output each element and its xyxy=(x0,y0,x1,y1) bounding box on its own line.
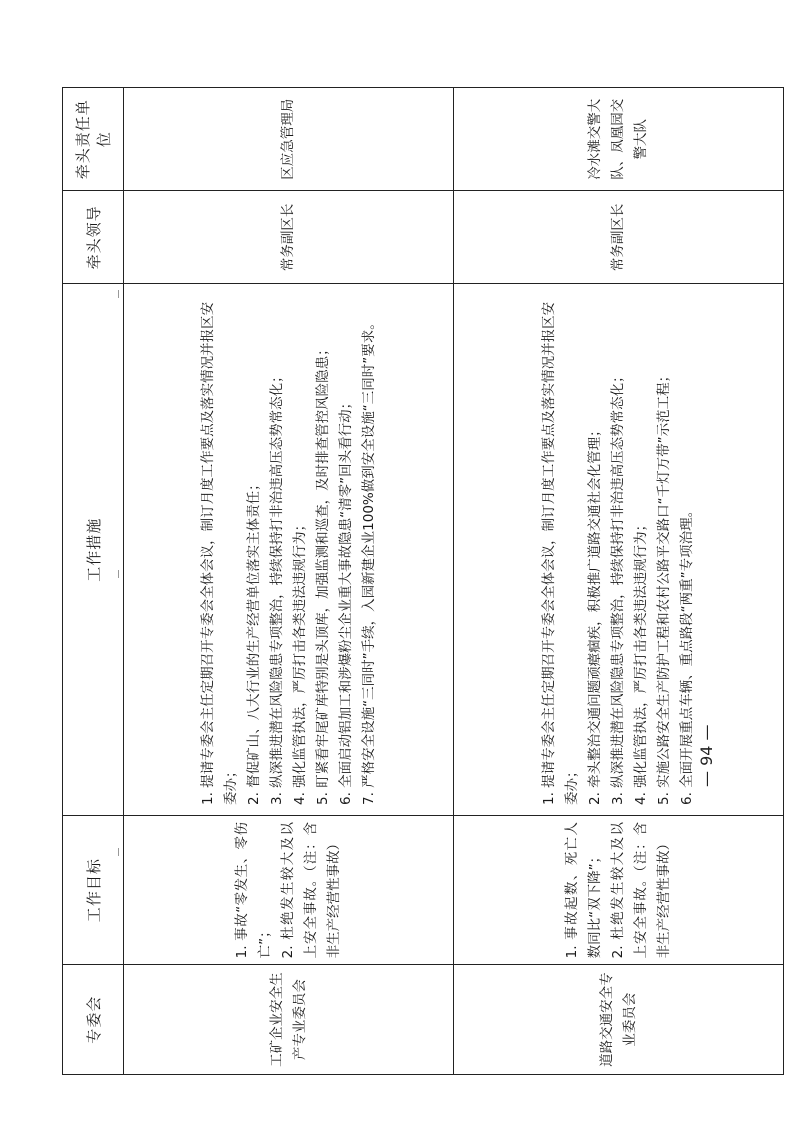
goal-cell xyxy=(454,816,784,965)
leader-cell: 常务副区长 xyxy=(124,191,454,284)
measure-item: 3. 纵深推进潜在风险隐患专项整治，持续保持打非治违高压态势常态化； xyxy=(268,369,285,805)
work-plan-table xyxy=(62,87,784,1075)
measures-cell xyxy=(124,284,454,816)
table-row xyxy=(124,88,454,1075)
page-number: — 94 — xyxy=(697,724,716,787)
measure-item: 5. 实施公路安全生产防护工程和农村公路平交路口“千灯万带”示范工程； xyxy=(656,368,672,805)
header-unit: 牵头责任单位 xyxy=(63,88,124,191)
measures-list xyxy=(197,294,381,805)
goal-text: 1. 事故起数、死亡人数同比“双下降”； 2. 杜绝发生较大及以上安全事故。（注：含非生产经营性事故） xyxy=(564,822,672,959)
measure-item: 1. 提请专委会主任定期召开专委会全体会议，制订月度工作要点及落实情况并报区安委办； xyxy=(541,301,580,805)
measure-item: 2. 督促矿山、八大行业的生产经营单位落实主体责任； xyxy=(245,477,262,805)
header-measures: 工作措施 xyxy=(63,284,124,816)
table-header-row xyxy=(63,88,124,1075)
scan-mark xyxy=(118,848,119,856)
goal-cell xyxy=(124,816,454,965)
measure-item: 5. 盯紧看牢尾矿库特别是头顶库，加强监测和巡查，及时排查管控风险隐患； xyxy=(314,342,331,805)
unit-cell: 冷水滩交警大队、凤凰园交警大队 xyxy=(454,88,784,191)
table-row xyxy=(454,88,784,1075)
header-goal: 工作目标 xyxy=(63,816,124,965)
measure-item: 4. 强化监管执法，严厉打击各类违法违规行为； xyxy=(291,517,308,805)
scan-mark xyxy=(118,570,119,578)
measure-item: 7. 严格安全设施“三同时”手续，入园新建企业100%做到安全设施“三同时”要求。 xyxy=(360,316,377,805)
rotated-table-container xyxy=(62,87,782,1075)
measures-list xyxy=(538,294,699,805)
unit-cell: 区应急管理局 xyxy=(124,88,454,191)
header-leader: 牵头领导 xyxy=(63,191,124,284)
measure-item: 3. 纵深推进潜在风险隐患专项整治，持续保持打非治违高压态势常态化； xyxy=(610,369,626,805)
goal-text: 1. 事故“零发生、零伤亡”； 2. 杜绝发生较大及以上安全事故。（注：含非生产经营性事故） xyxy=(234,822,342,959)
leader-cell: 常务副区长 xyxy=(454,191,784,284)
committee-cell: 道路交通安全专业委员会 xyxy=(454,965,784,1075)
measures-cell xyxy=(454,284,784,816)
measure-item: 6. 全面启动铝加工和涉爆粉尘企业重大事故隐患“清零”回头看行动； xyxy=(337,395,354,805)
header-committee: 专委会 xyxy=(63,965,124,1075)
measure-item: 1. 提请专委会主任定期召开专委会全体会议，制订月度工作要点及落实情况并报区安委办； xyxy=(199,301,239,805)
measure-item: 6. 全面开展重点车辆、重点路段“两重”专项治理。 xyxy=(679,503,695,805)
committee-cell: 工矿企业安全生产专业委员会 xyxy=(124,965,454,1075)
measure-item: 4. 强化监管执法，严厉打击各类违法违规行为； xyxy=(633,517,649,805)
measure-item: 2. 牵头整治交通问题顽瘴痼疾，积极推广道路交通社会化管理； xyxy=(587,423,603,805)
scan-mark xyxy=(118,290,119,298)
